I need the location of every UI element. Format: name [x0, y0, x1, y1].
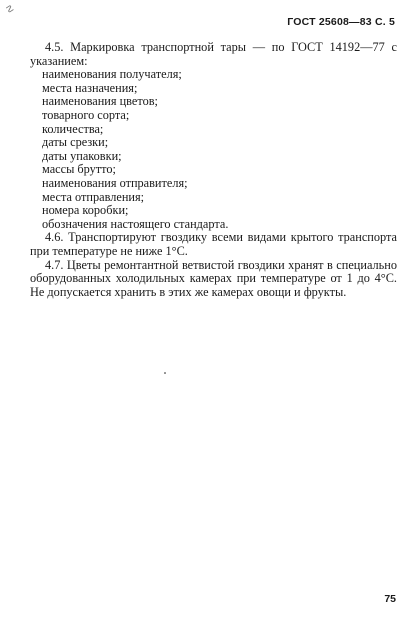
scan-speck	[164, 372, 166, 374]
header-standard: ГОСТ 25608—83	[287, 16, 372, 28]
list-item: места назначения;	[42, 80, 138, 95]
section-4-7: 4.7. Цветы ремонтантной ветвистой гвоздики хранят в специально оборудованных холодильных камерах при температуре от 1 до 4°С. Не допускается хранить в этих же камерах овощи и фрукты.	[30, 257, 397, 299]
list-item: даты упаковки;	[42, 148, 122, 163]
list-item: номера коробки;	[42, 203, 129, 218]
list-item: места отправления;	[42, 189, 145, 204]
document-body	[30, 41, 397, 299]
page-header	[287, 16, 395, 28]
list-item: обозначения настоящего стандарта.	[42, 216, 229, 231]
list-item: наименования цветов;	[42, 94, 158, 109]
section-4-5-intro: 4.5. Маркировка транспортной тары — по ГОСТ 14192—77 с указанием:	[30, 40, 397, 68]
list-item: массы брутто;	[42, 162, 116, 177]
scan-mark: ☡	[4, 2, 16, 16]
list-item: количества;	[42, 121, 104, 136]
header-page-label: С. 5	[374, 16, 395, 28]
list-item: товарного сорта;	[42, 107, 130, 122]
list-item: наименования получателя;	[42, 67, 182, 82]
marking-list	[30, 68, 397, 231]
section-4-6: 4.6. Транспортируют гвоздику всеми видами крытого транспорта при температуре не ниже 1°С.	[30, 230, 397, 258]
list-item: наименования отправителя;	[42, 175, 188, 190]
page-number: 75	[384, 593, 396, 605]
list-item: даты срезки;	[42, 135, 109, 150]
